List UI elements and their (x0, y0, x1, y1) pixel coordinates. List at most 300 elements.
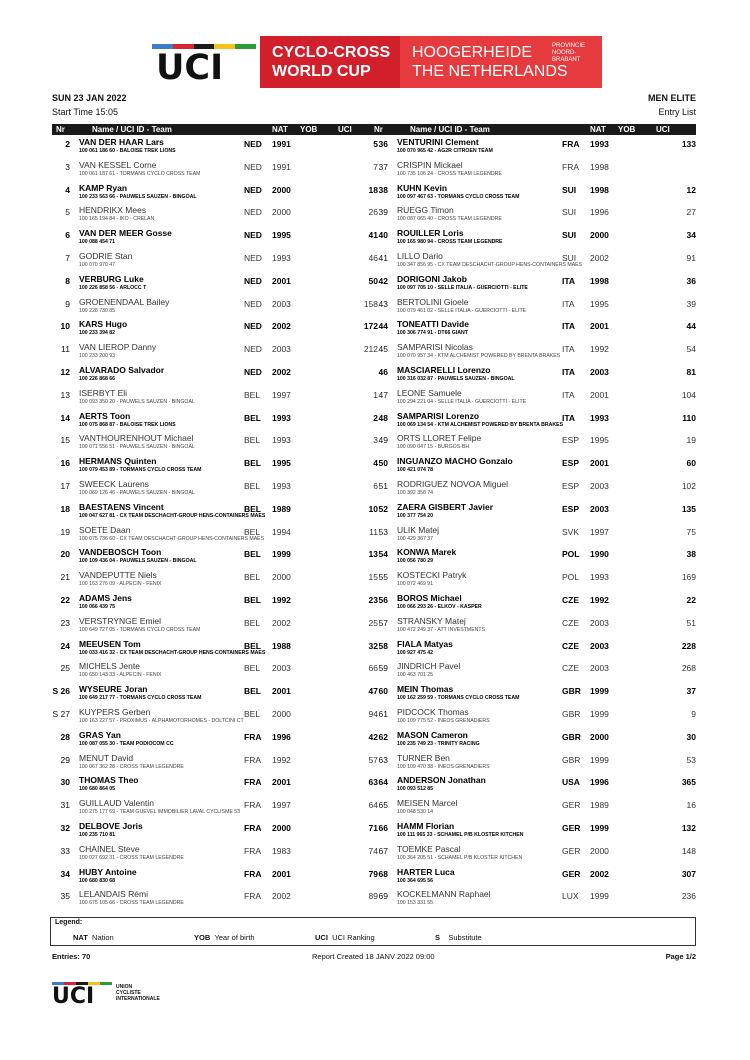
rider-row (370, 591, 696, 614)
rider-number: 35 (60, 891, 70, 902)
rider-row (52, 500, 378, 523)
rider-number: 32 (60, 822, 70, 833)
rider-row (370, 249, 696, 272)
rider-row (52, 386, 378, 409)
rider-year-of-birth: 2003 (590, 663, 609, 674)
rider-number: 68 (378, 868, 388, 879)
rider-name: CRISPIN Mickael (397, 159, 463, 170)
rider-year-of-birth: 1995 (272, 230, 291, 241)
rider-nation: ITA (562, 366, 576, 377)
rider-number: 39 (378, 207, 388, 218)
rider-nation: NED (244, 344, 262, 355)
rider-name: VENTURINI Clement (397, 137, 479, 147)
rider-name: ULIK Matej (397, 524, 440, 535)
rider-nation: ESP (562, 435, 580, 446)
rider-year-of-birth: 1999 (590, 822, 609, 833)
rider-uci-id-team: 100 649 217 77 - TORMANS CYCLO CROSS TEAM (79, 695, 202, 702)
rider-uci-ranking: 39 (686, 298, 696, 309)
rider-number: 65 (378, 800, 388, 811)
uci-footer-logo-subtitle (116, 984, 160, 1002)
rider-year-of-birth: 2002 (272, 891, 291, 902)
rider-row (370, 865, 696, 888)
rider-number: 20 (60, 549, 70, 560)
rider-uci-ranking: 25 (368, 617, 378, 628)
rider-name: LELANDAIS Rémi (79, 889, 148, 900)
rider-uci-id-team: 100 066 293 26 - ELKOV - KASPER (397, 603, 482, 610)
rider-uci-id-team: 100 111 965 33 - SCHAMEL P/B KLOSTER KITCHEN (397, 831, 524, 838)
rider-row (370, 454, 696, 477)
rider-uci-id-team: 100 735 106 24 - CROSS TEAM LEGENDRE (397, 170, 502, 177)
rider-uci-ranking: 148 (681, 845, 696, 856)
rider-nation: NED (244, 275, 262, 286)
rider-uci-id-team: 100 226 858 56 - ARLOCC T (79, 284, 147, 291)
uci-logo-text: UCI (156, 48, 224, 88)
event-location-line2: THE NETHERLANDS (412, 63, 568, 80)
rider-number: 40 (378, 230, 388, 241)
rider-nation: BEL (244, 617, 261, 628)
rider-nation: FRA (244, 800, 261, 811)
rider-uci-id-team: 100 047 627 81 - CX TEAM DESCHACHT-GROUP HENS-CONTAINERS MAES (79, 512, 266, 519)
rider-year-of-birth: 1993 (272, 412, 291, 423)
rider-uci-ranking: 13 (368, 549, 378, 560)
header-name: Name / UCI ID - Team (92, 125, 172, 134)
rider-row (370, 682, 696, 705)
rider-number: 60 (378, 686, 388, 697)
rider-nation: CZE (562, 663, 579, 674)
rider-uci-id-team: 100 235 710 81 (79, 831, 116, 838)
rider-number: S 26 (52, 686, 70, 697)
header-yob: YOB (618, 125, 636, 134)
logo-sub-line1: UNION (116, 984, 133, 990)
rider-row (370, 728, 696, 751)
rider-name: SOETE Daan (79, 524, 131, 535)
rider-uci-id-team: 100 070 957 34 - KTM ALCHEMIST POWERED BY BRENTA BRAKES (397, 353, 561, 360)
rider-number: 14 (60, 412, 70, 423)
page-number: Page 1/2 (665, 952, 696, 961)
rider-year-of-birth: 2001 (272, 686, 291, 697)
rider-number: S 27 (52, 708, 70, 719)
rider-uci-id-team: 100 163 227 57 - PROXIMUS - ALPHAMOTORHOMES - DOLTCINI CT (79, 717, 244, 724)
rider-year-of-birth: 2000 (590, 230, 609, 241)
rider-row (370, 317, 696, 340)
legend-uci (315, 933, 375, 942)
rider-year-of-birth: 2003 (590, 480, 609, 491)
rider-number: 9 (65, 298, 70, 309)
rider-uci-ranking: 365 (681, 777, 696, 788)
rider-uci-id-team: 100 061 186 60 - BALOISE TREK LIONS (79, 148, 176, 154)
legend-nat-key: NAT (73, 933, 88, 942)
rider-name: KUHN Kevin (397, 182, 448, 193)
report-created: Report Created 18 JANV 2022 09:00 (312, 952, 435, 961)
rider-uci-ranking: 63 (368, 777, 378, 788)
rider-nation: GER (562, 845, 581, 856)
rider-uci-id-team: 100 165 980 94 - CROSS TEAM LEGENDRE (397, 239, 503, 246)
rider-name: MASON Cameron (397, 729, 468, 740)
rider-name: TONEATTI Davide (397, 319, 469, 330)
rider-year-of-birth: 2003 (590, 366, 609, 377)
rider-nation: ESP (562, 458, 580, 469)
rider-year-of-birth: 1999 (590, 754, 609, 765)
rider-nation: NED (244, 366, 262, 377)
rider-name: HENDRIKX Mees (79, 205, 147, 216)
rider-rows (52, 135, 378, 910)
header-nr: Nr (56, 125, 65, 134)
rider-year-of-birth: 1996 (272, 731, 291, 742)
rider-name: BAESTAENS Vincent (79, 501, 164, 512)
rider-uci-id-team: 100 069 134 54 - KTM ALCHEMIST POWERED BY BRENTA BRAKES (397, 421, 564, 428)
rider-uci-ranking: 42 (368, 731, 378, 742)
rider-nation: FRA (562, 161, 579, 172)
rider-number: 64 (378, 777, 388, 788)
rider-row (370, 340, 696, 363)
rider-name: LILLO Dario (397, 250, 443, 261)
rider-name: ISERBYT Eli (79, 387, 128, 398)
rider-nation: SUI (562, 252, 577, 263)
uci-logo (148, 36, 260, 88)
rider-row (52, 865, 378, 888)
rider-row (52, 773, 378, 796)
rider-row (52, 614, 378, 637)
rider-number: 5 (65, 207, 70, 218)
rider-uci-id-team: 100 056 780 29 (397, 558, 434, 565)
rider-number: 59 (378, 663, 388, 674)
rider-nation: BEL (244, 389, 261, 400)
rider-uci-ranking: 10 (368, 503, 378, 514)
rider-uci-id-team: 100 472 249 37 - ATT INVESTMENTS (397, 626, 486, 633)
rider-uci-ranking: 46 (368, 252, 378, 263)
rider-row (52, 568, 378, 591)
rider-year-of-birth: 1989 (272, 503, 291, 514)
rider-year-of-birth: 1993 (590, 412, 609, 423)
rider-uci-ranking: 110 (682, 412, 696, 423)
rider-name: INGUANZO MACHO Gonzalo (397, 456, 513, 467)
rider-uci-id-team: 100 649 727 05 - TORMANS CYCLO CROSS TEAM (79, 626, 201, 633)
rider-uci-id-team: 100 233 200 93 (79, 353, 116, 360)
header-uci: UCI (656, 125, 670, 134)
header-yob: YOB (300, 125, 318, 134)
rider-nation: BEL (244, 549, 261, 560)
rider-uci-id-team: 100 294 221 04 - SELLE ITALIA - GUERCIOTTI - ELITE (397, 398, 527, 405)
rider-name: BERTOLINI Gioele (397, 296, 469, 307)
rider-uci-ranking: 212 (363, 344, 378, 355)
province-line1: PROVINCIE (552, 43, 586, 49)
rider-year-of-birth: 1992 (272, 754, 291, 765)
rider-year-of-birth: 1988 (272, 640, 291, 651)
rider-uci-ranking: 228 (681, 640, 696, 651)
rider-uci-ranking: 36 (686, 275, 696, 286)
rider-year-of-birth: 1995 (590, 435, 609, 446)
rider-name: VANDEBOSCH Toon (79, 547, 162, 558)
rider-uci-id-team: 100 429 367 37 (397, 535, 434, 542)
rider-number: 12 (60, 366, 70, 377)
logo-sub-line3: INTERNATIONALE (116, 996, 160, 1002)
rider-year-of-birth: 2003 (272, 663, 291, 674)
event-location-line1: HOOGERHEIDE (412, 44, 533, 61)
rider-year-of-birth: 1996 (590, 207, 609, 218)
rider-uci-ranking: 307 (681, 868, 696, 879)
rider-uci-ranking: 19 (686, 435, 696, 446)
rider-uci-id-team: 100 087 065 40 - CROSS TEAM LEGENDRE (397, 216, 502, 223)
rider-name: HAMM Florian (397, 820, 455, 831)
rider-nation: POL (562, 549, 580, 560)
rider-number: 8 (65, 275, 70, 286)
rider-uci-ranking: 32 (368, 640, 378, 651)
rider-number: 69 (378, 891, 388, 902)
rider-row (52, 340, 378, 363)
rider-number: 61 (378, 708, 388, 719)
rider-year-of-birth: 1993 (272, 252, 291, 263)
legend-yob (194, 933, 255, 942)
rider-number: 28 (60, 731, 70, 742)
event-title (260, 36, 400, 88)
rider-number: 48 (378, 412, 388, 423)
rider-uci-ranking: 1 (373, 389, 378, 400)
uci-footer-logo-text: UCI (52, 984, 95, 1009)
rider-uci-id-team: 100 087 055 30 - TEAM PODIOCOM CC (79, 740, 174, 747)
header-nat: NAT (590, 125, 606, 134)
rider-row (370, 796, 696, 819)
rider-nation: SUI (562, 230, 577, 241)
rider-row (370, 135, 696, 158)
list-type: Entry List (658, 107, 696, 117)
rider-number: 2 (65, 139, 70, 149)
rider-name: RODRIGUEZ NOVOA Miguel (397, 478, 508, 489)
rider-row (52, 135, 378, 158)
rider-uci-id-team: 100 163 276 09 - ALPECIN - FENIX (79, 581, 162, 588)
rider-year-of-birth: 2001 (272, 777, 291, 788)
rider-nation: GER (562, 800, 581, 811)
rider-year-of-birth: 2000 (590, 731, 609, 742)
rider-name: DORIGONI Jakob (397, 273, 467, 284)
rider-number: 66 (378, 822, 388, 833)
rider-year-of-birth: 2002 (590, 868, 609, 879)
rider-name: VAN DER MEER Gosse (79, 228, 172, 239)
rider-uci-ranking: 30 (686, 731, 696, 742)
rider-number: 56 (378, 594, 388, 605)
rider-number: 16 (60, 458, 70, 469)
rider-uci-ranking: 6 (373, 480, 378, 491)
rider-row (370, 568, 696, 591)
rider-uci-id-team: 100 347 856 95 - CX TEAM DESCHACHT-GROUP HENS-CONTAINERS MAES (397, 261, 583, 268)
rider-year-of-birth: 2002 (272, 321, 291, 332)
rider-name: KOCKELMANN Raphael (397, 889, 491, 900)
header-nr: Nr (374, 125, 383, 134)
rider-uci-ranking: 57 (368, 754, 378, 765)
rider-year-of-birth: 1997 (272, 389, 291, 400)
rider-uci-id-team: 100 109 470 38 - INEOS GRENADIERS (397, 763, 490, 770)
rider-uci-ranking: 133 (681, 139, 696, 149)
rider-uci-ranking: 132 (681, 822, 696, 833)
rider-nation: BEL (244, 503, 261, 514)
rider-uci-ranking: 11 (369, 526, 378, 537)
rider-nation: GBR (562, 754, 581, 765)
rider-uci-ranking: 44 (686, 321, 696, 332)
rider-number: 23 (60, 617, 70, 628)
rider-number: 51 (378, 480, 388, 491)
rider-year-of-birth: 2000 (590, 845, 609, 856)
rider-uci-id-team: 100 233 563 66 - PAUWELS SAUZEN - BINGOAL (79, 193, 197, 200)
rider-uci-ranking: 169 (681, 572, 696, 583)
rider-uci-id-team: 100 680 830 68 (79, 877, 116, 884)
rider-name: LEONE Samuele (397, 387, 462, 398)
rider-uci-ranking: 158 (363, 298, 378, 309)
rider-number: 36 (378, 139, 388, 149)
rider-row (370, 477, 696, 500)
rider-year-of-birth: 2001 (272, 275, 291, 286)
rider-number: 19 (60, 526, 70, 537)
legend-box (50, 917, 696, 946)
rider-name: VAN DER HAAR Lars (79, 137, 164, 147)
rider-uci-ranking: 23 (368, 594, 378, 605)
rider-row (52, 203, 378, 226)
rider-number: 57 (378, 617, 388, 628)
logo-sub-line2: CYCLISTE (116, 990, 141, 996)
rider-name: HARTER Luca (397, 866, 455, 877)
rider-uci-ranking: 27 (686, 207, 696, 218)
rider-uci-id-team: 100 228 730 85 (79, 307, 116, 314)
rider-year-of-birth: 1993 (272, 435, 291, 446)
rider-nation: NED (244, 139, 262, 149)
rider-uci-ranking: 18 (368, 184, 378, 195)
rider-year-of-birth: 2000 (272, 207, 291, 218)
rider-name: FIALA Matyas (397, 638, 453, 649)
rider-year-of-birth: 2001 (590, 458, 609, 469)
rider-name: SAMPARISI Nicolas (397, 342, 473, 353)
rider-nation: NED (244, 184, 262, 195)
rider-number: 38 (378, 184, 388, 195)
rider-number: 22 (60, 594, 70, 605)
rider-number: 25 (60, 663, 70, 674)
rider-uci-id-team: 100 233 394 82 (79, 330, 116, 337)
rider-uci-id-team: 100 306 774 91 - DT66 GIANT (397, 330, 468, 337)
uci-footer-logo (52, 982, 182, 1009)
rider-year-of-birth: 2003 (590, 503, 609, 514)
table-header (52, 124, 378, 135)
rider-row (52, 728, 378, 751)
rider-uci-id-team: 100 097 705 10 - SELLE ITALIA - GUERCIOTTI - ELITE (397, 284, 528, 291)
rider-nation: BEL (244, 435, 261, 446)
rider-number: 63 (378, 754, 388, 765)
rider-uci-id-team: 100 093 350 20 - PAUWELS SAUZEN - BINGOAL (79, 398, 195, 405)
rider-uci-id-team: 100 061 187 61 - TORMANS CYCLO CROSS TEAM (79, 170, 201, 177)
rider-uci-id-team: 100 066 439 75 (79, 603, 116, 610)
rider-year-of-birth: 1997 (272, 800, 291, 811)
rider-row (370, 500, 696, 523)
header-nat: NAT (272, 125, 288, 134)
rider-row (52, 659, 378, 682)
rider-uci-id-team: 100 079 461 02 - SELLE ITALIA - GUERCIOTTI - ELITE (397, 307, 527, 314)
rider-number: 21 (60, 572, 70, 583)
rider-year-of-birth: 1996 (590, 777, 609, 788)
rider-row (52, 591, 378, 614)
rider-number: 50 (378, 458, 388, 469)
rider-uci-id-team: 100 109 436 04 - PAUWELS SAUZEN - BINGOAL (79, 558, 197, 565)
rider-name: TOEMKE Pascal (397, 843, 461, 854)
rider-number: 29 (60, 754, 70, 765)
rider-nation: ESP (562, 480, 580, 491)
rider-name: JINDRICH Pavel (397, 661, 461, 672)
rider-uci-id-team: 100 364 205 51 - SCHAMEL P/B KLOSTER KITCHEN (397, 854, 523, 861)
rider-row (370, 295, 696, 318)
rider-uci-ranking: 7 (373, 161, 378, 172)
rider-nation: NED (244, 321, 262, 332)
rider-uci-ranking: 16 (686, 800, 696, 811)
rider-uci-ranking: 26 (368, 207, 378, 218)
rider-name: PIDCOCK Thomas (397, 706, 469, 717)
rider-row (52, 431, 378, 454)
rider-year-of-birth: 1998 (590, 275, 609, 286)
rider-uci-id-team: 100 067 362 28 - CROSS TEAM LEGENDRE (79, 763, 184, 770)
rider-number: 42 (378, 275, 388, 286)
rider-nation: NED (244, 252, 262, 263)
rider-year-of-birth: 2003 (272, 298, 291, 309)
rider-uci-ranking: 9 (691, 708, 696, 719)
rider-nation: GBR (562, 686, 581, 697)
event-title-line1: CYCLO-CROSS (272, 44, 391, 61)
entry-table-left (52, 124, 378, 910)
rider-name: RUEGG Timon (397, 205, 454, 216)
rider-uci-id-team: 100 070 970 47 (79, 261, 116, 268)
rider-uci-id-team: 100 088 454 71 (79, 239, 116, 246)
rider-nation: FRA (244, 754, 261, 765)
rider-uci-ranking: 74 (368, 845, 378, 856)
rider-uci-ranking: 75 (686, 526, 696, 537)
rider-name: WYSEURE Joran (79, 684, 148, 695)
rider-row (52, 545, 378, 568)
rider-nation: BEL (244, 572, 261, 583)
rider-year-of-birth: 1999 (590, 686, 609, 697)
rider-nation: SVK (562, 526, 580, 537)
rider-uci-id-team: 100 072 469 91 (397, 581, 434, 588)
rider-uci-ranking: 91 (686, 252, 696, 263)
rider-uci-id-team: 100 165 194 84 - IKO - CRELAN (79, 216, 155, 223)
rider-row (370, 819, 696, 842)
rider-uci-id-team: 100 097 467 63 - TORMANS CYCLO CROSS TEAM (397, 193, 520, 200)
rider-nation: ITA (562, 321, 576, 332)
province-line2: NOORD-BRABANT (552, 50, 581, 63)
rider-number: 53 (378, 526, 388, 537)
rider-row (370, 523, 696, 546)
entry-table-right (370, 124, 696, 910)
rider-year-of-birth: 2002 (272, 366, 291, 377)
rider-row (370, 203, 696, 226)
rider-row (370, 272, 696, 295)
rider-name: SAMPARISI Lorenzo (397, 410, 480, 421)
race-category: MEN ELITE (647, 93, 696, 103)
rider-year-of-birth: 1999 (590, 891, 609, 902)
rider-number: 46 (378, 366, 388, 377)
rider-uci-ranking: 34 (686, 230, 696, 241)
legend-yob-key: YOB (194, 933, 211, 942)
rider-number: 24 (60, 640, 70, 651)
rider-row (52, 317, 378, 340)
legend-nat (73, 933, 114, 942)
rider-uci-id-team: 100 109 775 52 - INEOS GRENADIERS (397, 717, 490, 724)
rider-nation: FRA (244, 822, 262, 833)
rider-uci-id-team: 100 392 358 74 (397, 489, 434, 496)
rider-row (52, 363, 378, 386)
rider-name: ALVARADO Salvador (79, 364, 165, 375)
rider-row (52, 409, 378, 432)
rider-name: VANTHOURENHOUT Michael (79, 433, 194, 444)
rider-uci-id-team: 100 048 530 14 (397, 809, 434, 816)
rider-number: 47 (378, 389, 388, 400)
rider-nation: FRA (244, 777, 262, 788)
rider-number: 18 (60, 503, 70, 514)
rider-number: 37 (378, 161, 388, 172)
rider-uci-ranking: 4 (373, 458, 378, 469)
rider-nation: GER (562, 822, 581, 833)
